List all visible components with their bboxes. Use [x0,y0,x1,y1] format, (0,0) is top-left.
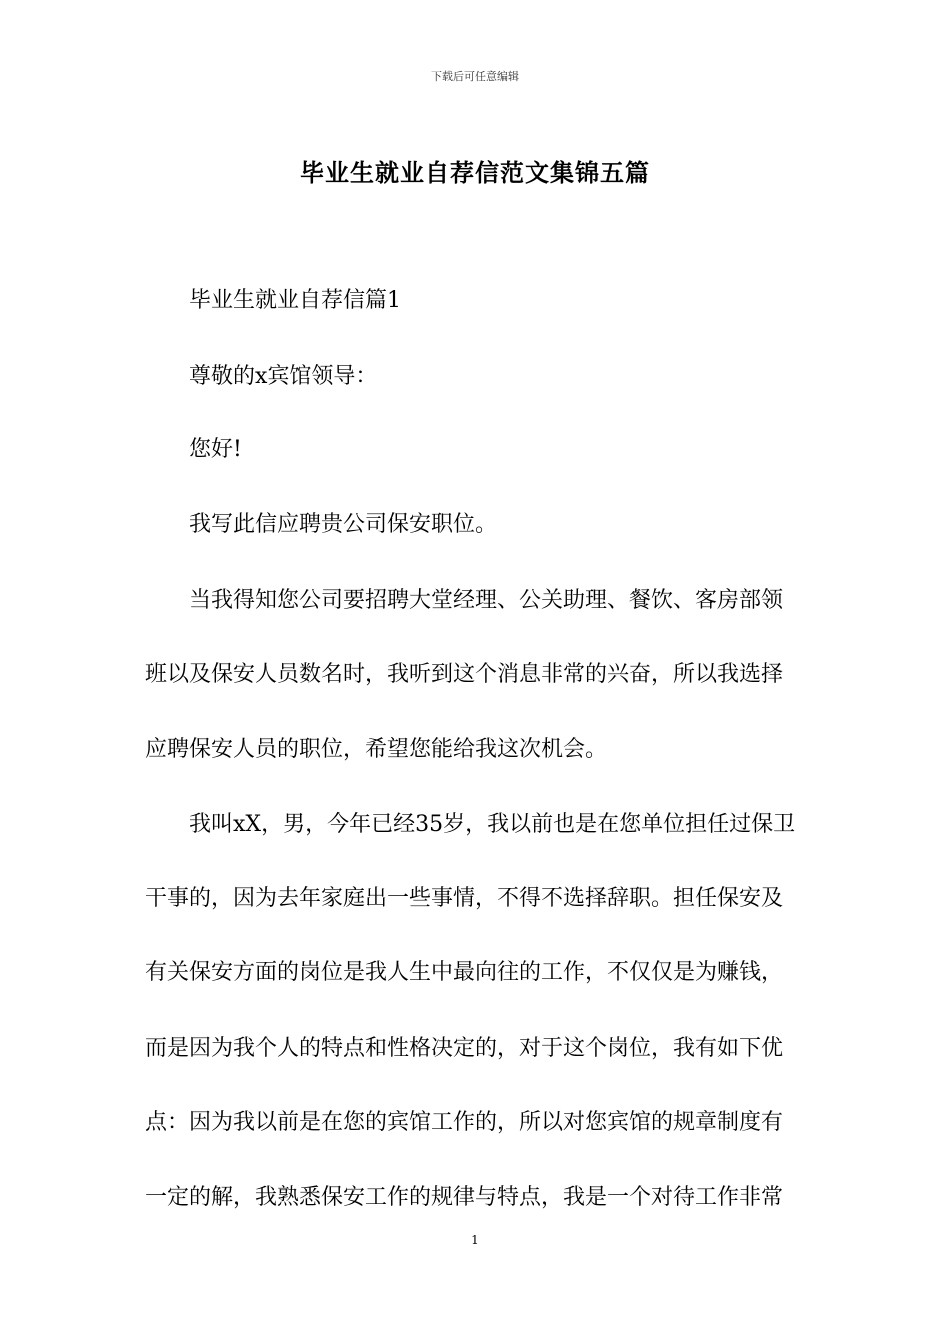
paragraph-line: 我写此信应聘贵公司保安职位。 [189,512,498,537]
paragraph-line: 我叫xX，男，今年已经35岁，我以前也是在您单位担任过保卫 [189,812,796,837]
document-title: 毕业生就业自荐信范文集锦五篇 [300,158,650,187]
page-number: 1 [471,1233,479,1247]
paragraph-line: 有关保安方面的岗位是我人生中最向往的工作，不仅仅是为赚钱， [145,960,784,985]
paragraph-line: 干事的，因为去年家庭出一些事情，不得不选择辞职。担任保安及 [145,886,784,911]
header-note: 下载后可任意编辑 [431,70,519,83]
section-heading: 毕业生就业自荐信篇1 [189,288,401,313]
greeting: 您好! [189,437,242,462]
paragraph-line: 应聘保安人员的职位，希望您能给我这次机会。 [145,737,608,762]
paragraph-line: 一定的解，我熟悉保安工作的规律与特点，我是一个对待工作非常 [145,1185,784,1210]
paragraph-line: 当我得知您公司要招聘大堂经理、公关助理、餐饮、客房部领 [189,588,784,613]
paragraph-line: 点：因为我以前是在您的宾馆工作的，所以对您宾馆的规章制度有 [145,1110,784,1135]
paragraph-line: 班以及保安人员数名时，我听到这个消息非常的兴奋，所以我选择 [145,662,784,687]
salutation: 尊敬的x宾馆领导： [189,364,378,389]
paragraph-line: 而是因为我个人的特点和性格决定的，对于这个岗位，我有如下优 [145,1036,784,1061]
